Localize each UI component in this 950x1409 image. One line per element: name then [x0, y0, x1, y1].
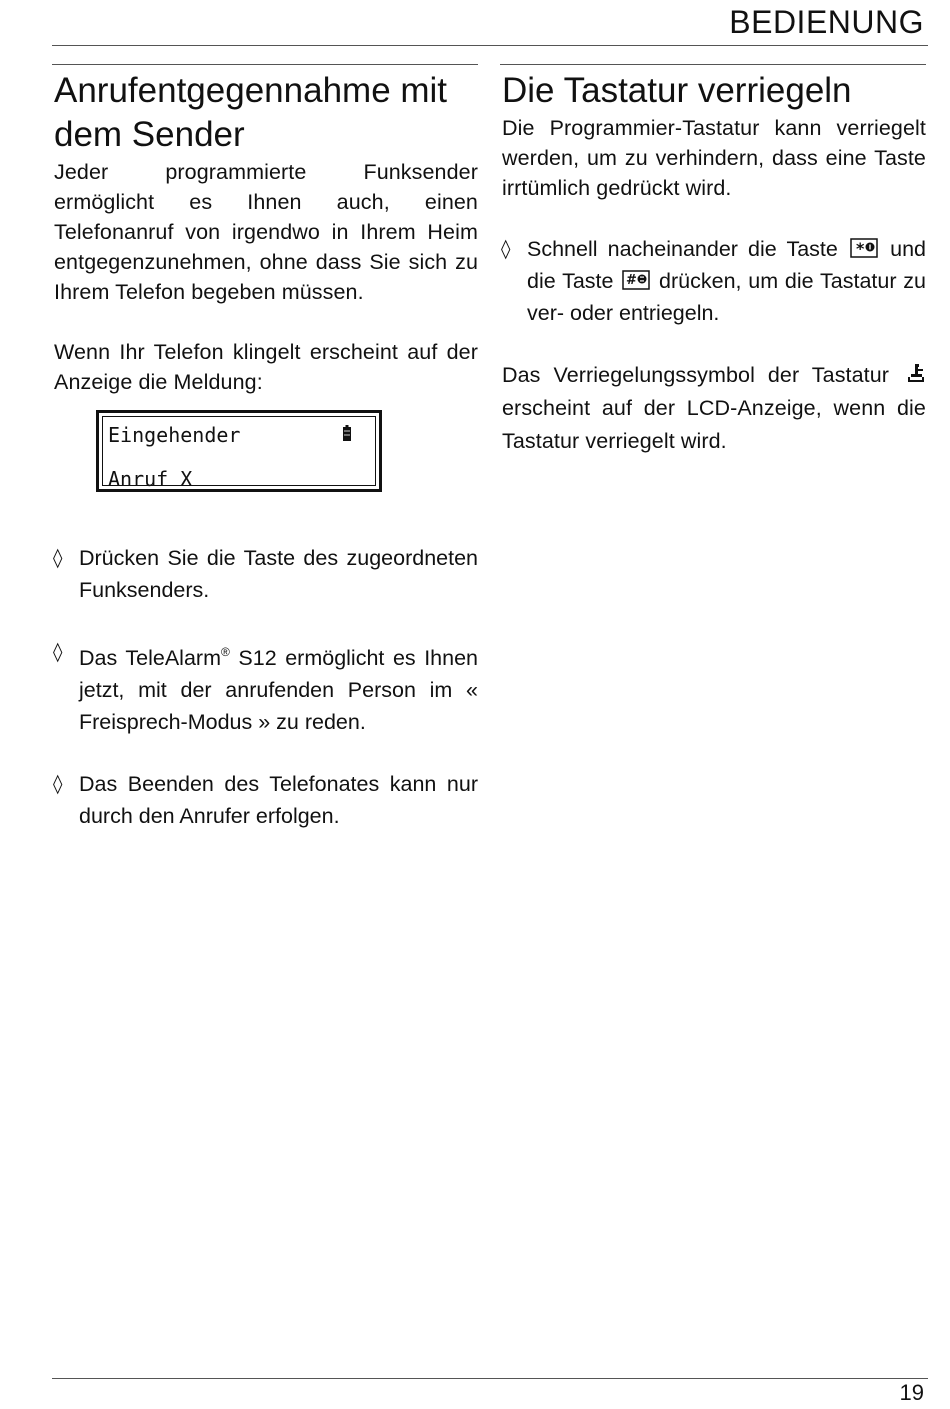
- list-item: [500, 233, 926, 329]
- paragraph-text-part-2: erscheint auf der LCD-Anzeige, wenn die Tastatur verriegelt wird.: [502, 396, 926, 453]
- footer-divider: [52, 1378, 928, 1379]
- section-title: BEDIENUNG: [729, 4, 924, 40]
- bullet-text-part-3: drücken, um die Tastatur zu ver- oder entriegeln.: [527, 269, 926, 325]
- diamond-bullet-icon: ◊: [53, 641, 63, 663]
- left-column: [52, 64, 478, 862]
- diamond-bullet-icon: ◊: [53, 773, 63, 795]
- lcd-screen: [102, 416, 376, 491]
- left-bullet-list: [52, 542, 478, 832]
- star-key-icon: [850, 238, 878, 258]
- star-key-label: *: [855, 239, 865, 258]
- right-column: [500, 64, 926, 458]
- page-number: 19: [899, 1380, 924, 1405]
- left-paragraph-1: Jeder programmierte Funksender ermöglicht es Ihnen auch, einen Telefonanruf von irgendwo in Ihrem Heim entgegenzunehmen, ohne dass Sie sich zu Ihrem Telefon begeben müssen.: [54, 160, 478, 304]
- list-item: [52, 636, 478, 738]
- battery-icon: [343, 425, 351, 441]
- hash-key-label: #: [626, 273, 638, 288]
- registered-mark: ®: [220, 645, 230, 659]
- left-paragraph-2: Wenn Ihr Telefon klingelt erscheint auf der Anzeige die Meldung:: [54, 340, 478, 394]
- bullet-text: Drücken Sie die Taste des zugeordneten Funksenders.: [79, 546, 478, 602]
- paragraph-text-part-1: Das Verriegelungssymbol der Tastatur: [502, 363, 890, 387]
- right-paragraph-1: Die Programmier-Tastatur kann verriegelt werden, um zu verhindern, dass eine Taste irrtümlich gedrückt wird.: [502, 116, 926, 200]
- hash-key-icon: [622, 270, 650, 290]
- bullet-text: ermöglicht es Ihnen jetzt, mit der anrufenden Person im « Freisprech-Modus » zu reden.: [79, 646, 479, 734]
- right-bullet-list: [500, 233, 926, 329]
- right-paragraph-2: [502, 359, 926, 458]
- lcd-line-2: Anruf X: [108, 467, 193, 491]
- right-heading: Die Tastatur verriegeln: [502, 71, 852, 110]
- diamond-bullet-icon: ◊: [53, 547, 63, 569]
- list-item: [52, 768, 478, 832]
- lcd-display: [96, 410, 382, 492]
- keyboard-lock-icon: [906, 363, 926, 385]
- left-column-divider: [52, 64, 478, 65]
- bullet-text-part-1: Schnell nacheinander die Taste: [527, 237, 838, 261]
- product-model: S12: [238, 646, 277, 670]
- list-item: [52, 542, 478, 606]
- lcd-line-1: Eingehender: [108, 423, 241, 447]
- left-heading: Anrufentgegennahme mit dem Sender: [54, 71, 448, 154]
- right-column-divider: [500, 64, 926, 65]
- diamond-bullet-icon: ◊: [501, 238, 511, 260]
- bullet-prefix: Das TeleAlarm: [79, 646, 221, 670]
- bullet-text-part-2: und die Taste: [527, 237, 926, 293]
- header-divider: [52, 45, 928, 46]
- bullet-text: Das Beenden des Telefonates kann nur durch den Anrufer erfolgen.: [79, 772, 478, 828]
